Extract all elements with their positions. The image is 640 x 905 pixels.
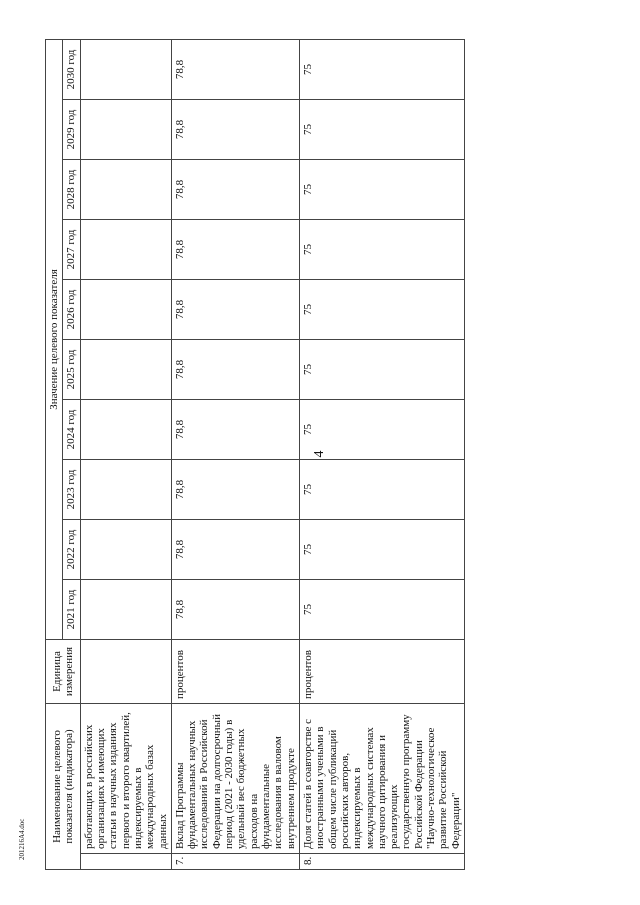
- value-cell: 75: [299, 340, 464, 400]
- row-indicator-name: Вклад Программы фундаментальных научных исследований в Российской Федерации на долгосрочный период (2021 - 2030 годы) в удельный вес бюджетных расходов на фундаментальные исследования в валовом внутреннем продукте: [171, 704, 299, 854]
- header-unit: Единица измерения: [46, 640, 81, 704]
- row-number: 7.: [171, 854, 299, 870]
- header-year: 2030 год: [63, 39, 80, 99]
- header-year: 2022 год: [63, 520, 80, 580]
- value-cell: 78,8: [171, 460, 299, 520]
- value-cell: 75: [299, 520, 464, 580]
- value-cell: 75: [299, 580, 464, 640]
- table-row: [80, 39, 171, 869]
- value-cell: 78,8: [171, 340, 299, 400]
- value-cell: [80, 400, 171, 460]
- value-cell: 75: [299, 39, 464, 99]
- page-number: 4: [312, 450, 327, 458]
- value-cell: 75: [299, 400, 464, 460]
- value-cell: 78,8: [171, 280, 299, 340]
- row-unit: процентов: [299, 640, 464, 704]
- header-indicator-name: Наименование целевого показателя (индикатора): [46, 704, 81, 870]
- table-row: [299, 39, 464, 869]
- value-cell: 75: [299, 460, 464, 520]
- value-cell: 78,8: [171, 100, 299, 160]
- row-unit: процентов: [171, 640, 299, 704]
- value-cell: 75: [299, 220, 464, 280]
- row-number: [80, 854, 171, 870]
- header-value-group: Значение целевого показателя: [46, 39, 63, 639]
- row-indicator-name: Доля статей в соавторстве с иностранными учеными в общем числе публикаций российских авторов, индексируемых в международных системах научного цитирования и реализующих государственную программу Российской Федерации "Научно-технологическое развитие Российской Федерации": [299, 704, 464, 854]
- header-year: 2024 год: [63, 400, 80, 460]
- header-year: 2026 год: [63, 280, 80, 340]
- value-cell: 78,8: [171, 400, 299, 460]
- header-year: 2021 год: [63, 580, 80, 640]
- header-year: 2023 год: [63, 460, 80, 520]
- value-cell: 78,8: [171, 520, 299, 580]
- value-cell: [80, 160, 171, 220]
- header-year: 2028 год: [63, 160, 80, 220]
- indicator-table: [45, 39, 465, 870]
- document-table-sheet: [45, 40, 605, 870]
- value-cell: 78,8: [171, 220, 299, 280]
- value-cell: [80, 280, 171, 340]
- value-cell: 75: [299, 100, 464, 160]
- value-cell: 78,8: [171, 580, 299, 640]
- header-year: 2025 год: [63, 340, 80, 400]
- value-cell: 75: [299, 280, 464, 340]
- value-cell: 75: [299, 160, 464, 220]
- header-year: 2029 год: [63, 100, 80, 160]
- value-cell: [80, 100, 171, 160]
- value-cell: [80, 580, 171, 640]
- row-number: 8.: [299, 854, 464, 870]
- row-indicator-name: работающих в российских организациях и имеющих статьи в научных изданиях первого и второго квартилей, индексируемых в международных базах данных: [80, 704, 171, 854]
- document-file-code: 201216А4.doc: [18, 818, 26, 860]
- value-cell: [80, 460, 171, 520]
- value-cell: 78,8: [171, 160, 299, 220]
- value-cell: [80, 39, 171, 99]
- value-cell: [80, 520, 171, 580]
- table-row: [171, 39, 299, 869]
- value-cell: [80, 220, 171, 280]
- value-cell: [80, 340, 171, 400]
- value-cell: 78,8: [171, 39, 299, 99]
- row-unit: [80, 640, 171, 704]
- header-year: 2027 год: [63, 220, 80, 280]
